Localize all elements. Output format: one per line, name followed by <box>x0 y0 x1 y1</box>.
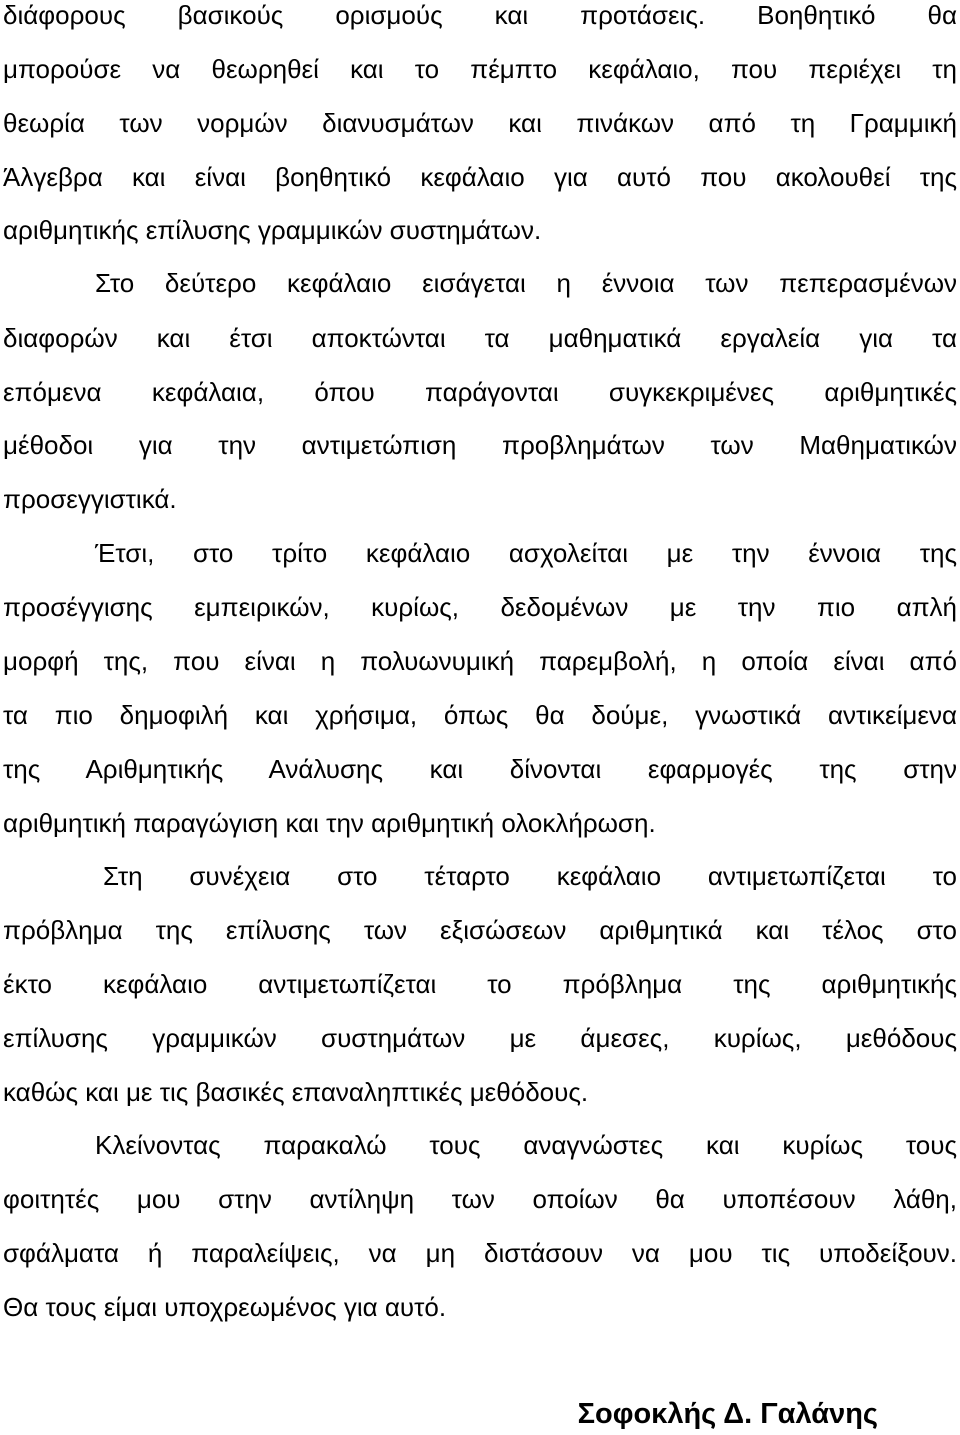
text-line: προσέγγισης εμπειρικών, κυρίως, δεδομένων με την πιο απλή <box>3 592 957 622</box>
text-line: Στη συνέχεια στο τέταρτο κεφάλαιο αντιμετωπίζεται το <box>103 861 957 891</box>
text-line: έκτο κεφάλαιο αντιμετωπίζεται το πρόβλημα της αριθμητικής <box>3 969 957 999</box>
text-line: Κλείνοντας παρακαλώ τους αναγνώστες και κυρίως τους <box>95 1130 957 1160</box>
text-line: Άλγεβρα και είναι βοηθητικό κεφάλαιο για αυτό που ακολουθεί της <box>3 162 957 192</box>
text-line: μπορούσε να θεωρηθεί και το πέμπτο κεφάλαιο, που περιέχει τη <box>3 54 957 84</box>
text-line: φοιτητές μου στην αντίληψη των οποίων θα υποπέσουν λάθη, <box>3 1184 957 1214</box>
text-line: προσεγγιστικά. <box>3 484 177 514</box>
text-line: επόμενα κεφάλαια, όπου παράγονται συγκεκριμένες αριθμητικές <box>3 377 957 407</box>
text-line: αριθμητικής επίλυσης γραμμικών συστημάτων. <box>3 215 542 245</box>
text-line: διάφορους βασικούς ορισμούς και προτάσεις. Βοηθητικό θα <box>3 0 957 30</box>
text-line: μορφή της, που είναι η πολυωνυμική παρεμβολή, η οποία είναι από <box>3 646 957 676</box>
author-signature: Σοφοκλής Δ. Γαλάνης <box>577 1398 878 1430</box>
text-line: θεωρία των νορμών διανυσμάτων και πινάκων από τη Γραμμική <box>3 108 957 138</box>
text-line: Στο δεύτερο κεφάλαιο εισάγεται η έννοια των πεπερασμένων <box>95 268 957 298</box>
text-line: διαφορών και έτσι αποκτώνται τα μαθηματικά εργαλεία για τα <box>3 323 957 353</box>
text-line: σφάλματα ή παραλείψεις, να μη διστάσουν να μου τις υποδείξουν. <box>3 1238 957 1268</box>
text-line: της Αριθμητικής Ανάλυσης και δίνονται εφαρμογές της στην <box>3 754 957 784</box>
text-line: επίλυσης γραμμικών συστημάτων με άμεσες, κυρίως, μεθόδους <box>3 1023 957 1053</box>
text-line: Έτσι, στο τρίτο κεφάλαιο ασχολείται με την έννοια της <box>95 538 957 568</box>
text-line: καθώς και με τις βασικές επαναληπτικές μεθόδους. <box>3 1077 589 1107</box>
text-line: αριθμητική παραγώγιση και την αριθμητική ολοκλήρωση. <box>3 808 656 838</box>
text-line: τα πιο δημοφιλή και χρήσιμα, όπως θα δούμε, γνωστικά αντικείμενα <box>3 700 957 730</box>
text-line: πρόβλημα της επίλυσης των εξισώσεων αριθμητικά και τέλος στο <box>3 915 957 945</box>
text-line: μέθοδοι για την αντιμετώπιση προβλημάτων των Μαθηματικών <box>3 430 957 460</box>
text-line: Θα τους είμαι υποχρεωμένος για αυτό. <box>3 1292 447 1322</box>
